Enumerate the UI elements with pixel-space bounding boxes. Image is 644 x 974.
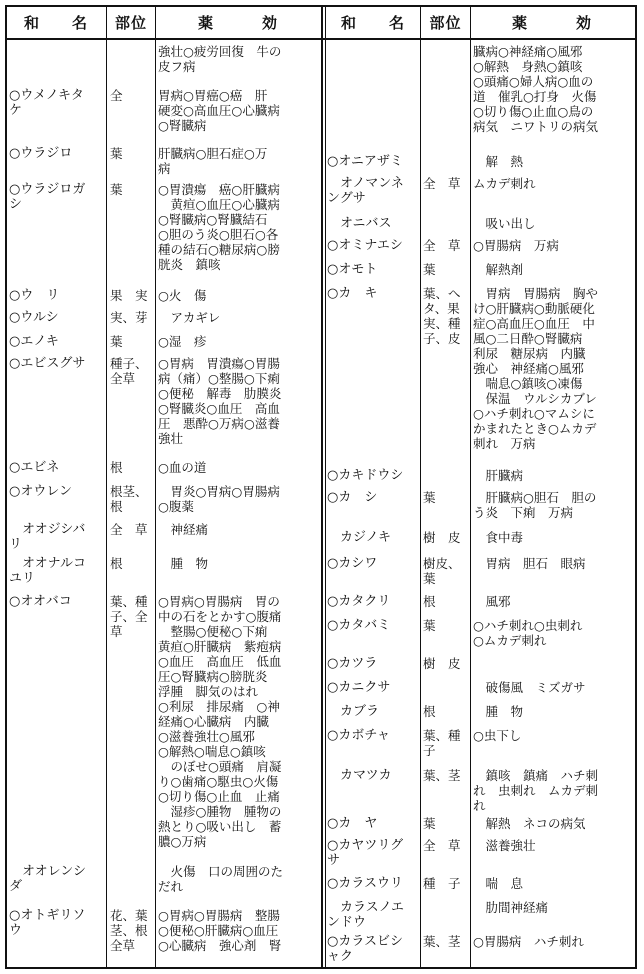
plant-name: ○カラスウリ [327, 876, 403, 891]
plant-name: ○オミナエシ [327, 238, 403, 253]
plant-effect: 胃病 胆石 眼病 [473, 556, 586, 571]
plant-effect: 吸い出し [473, 216, 536, 231]
plant-name: ○カタバミ [327, 618, 391, 633]
center-divider [325, 5, 326, 969]
plant-effect: 肝臓病○胆石 胆の う炎 下痢 万病 [473, 490, 597, 520]
plant-name: オニバス [327, 216, 392, 231]
plant-part: 葉 [110, 146, 123, 161]
plant-effect: 胃病○胃癌○癌 肝 硬変○高血圧○心臓病 ○腎臓病 [158, 88, 280, 133]
plant-effect: 破傷風 ミズガサ [473, 680, 586, 695]
plant-name: ○カヤツリグ サ [327, 838, 404, 868]
plant-effect: ○胃病○胃腸病 胃の 中の石をとかす○腹痛 整腸○便秘○下痢 黄疸○肝臓病 紫疱病 ○血圧 高血圧 低血 圧○腎臓病○膀胱炎 浮腫 脚気のはれ ○利尿 排尿痛 ○神 経痛○心臓病 内臓 ○滋養強壮○風邪 ○解熱○喘息○鎮咳 のぼせ○頭痛 肩凝 り○歯痛○駆虫○火傷 ○切り傷○止血 止痛 湿疹○腫物 腫物の 熱とり○吸い出し 蓄 膿○万病 [158, 594, 282, 849]
plant-effect: 肝臓病 [473, 468, 524, 483]
header-bui-right: 部位 [429, 13, 462, 32]
column-divider [106, 5, 107, 969]
header-bui-left: 部位 [114, 13, 147, 32]
plant-effect: 滋養強壮 [473, 838, 536, 853]
header-wamei-left: 和 名 [23, 13, 88, 32]
plant-part: 葉 [110, 334, 123, 349]
plant-name: ○オニアザミ [327, 154, 403, 169]
plant-name: ○カ ヤ [327, 816, 378, 831]
plant-name: ○ウラジロガ シ [9, 182, 86, 212]
plant-part: 葉、茎 [423, 934, 461, 949]
plant-name: オオレンシ ダ [9, 864, 86, 894]
plant-name: ○カキドウシ [327, 468, 404, 483]
plant-name: オオジシバ リ [9, 522, 86, 552]
plant-effect: 肝臓病○胆石症○万 病 [158, 146, 268, 176]
plant-effect: アカギレ [158, 310, 221, 325]
column-divider [420, 5, 421, 969]
header-wamei-right: 和 名 [340, 13, 405, 32]
plant-name: ○カシワ [327, 556, 378, 571]
plant-name: ○エビネ [9, 460, 60, 475]
plant-effect: ○胃腸病 万病 [473, 238, 559, 253]
plant-part: 葉、茎 [423, 768, 461, 783]
plant-name: ○オウレン [9, 484, 73, 499]
plant-effect: 火傷 口の周囲のた だれ [158, 864, 284, 894]
plant-effect: 腫 物 [473, 704, 524, 719]
plant-name: ○オオバコ [9, 594, 72, 609]
plant-part: 樹 皮 [423, 530, 461, 545]
plant-part: 葉 [423, 490, 436, 505]
plant-name: ○カ シ [327, 490, 378, 505]
plant-effect: ○血の道 [158, 460, 207, 475]
plant-effect: 解熱剤 [473, 262, 524, 277]
plant-part: 葉、種 子、全 草 [110, 594, 148, 639]
plant-effect: 解熱 ネコの病気 [473, 816, 586, 831]
plant-effect: 強壮○疲労回復 牛の 皮フ病 [158, 44, 282, 74]
plant-name: ○ウラジロ [9, 146, 73, 161]
plant-name: ○カタクリ [327, 594, 391, 609]
plant-effect: 食中毒 [473, 530, 524, 545]
plant-part: 根 [110, 460, 123, 475]
plant-name: ○カラスビシ ャク [327, 934, 403, 964]
plant-effect: 鎮咳 鎮痛 ハチ刺 れ 虫刺れ ムカデ刺 れ [473, 768, 599, 813]
plant-part: 葉 [423, 262, 436, 277]
column-divider [155, 5, 156, 969]
plant-effect: 神経痛 [158, 522, 209, 537]
plant-effect: ○胃潰瘍 癌○肝臓病 黄疸○血圧○心臓病 ○腎臓病○腎臓結石 ○胆のう炎○胆石○各 種の結石○糖尿病○膀 胱炎 鎮咳 [158, 182, 280, 272]
plant-part: 葉 [423, 816, 436, 831]
plant-name: ○エノキ [9, 334, 59, 349]
plant-name: ○カツラ [327, 656, 378, 671]
center-divider [321, 5, 323, 969]
plant-name: カマツカ [327, 768, 392, 783]
header-rule [5, 38, 637, 40]
plant-effect: ○ハチ刺れ○虫刺れ ○ムカデ刺れ [473, 618, 583, 648]
plant-effect: 喘 息 [473, 876, 524, 891]
plant-part: 花、葉 茎、根 全草 [110, 908, 148, 953]
plant-part: 全 草 [423, 238, 461, 253]
column-divider [470, 5, 471, 969]
plant-name: ○カボチャ [327, 728, 390, 743]
plant-part: 全 [110, 88, 123, 103]
plant-part: 樹 皮 [423, 656, 461, 671]
plant-effect: ○湿 疹 [158, 334, 207, 349]
plant-effect: 胃炎○胃病○胃腸病 ○腹薬 [158, 484, 280, 514]
plant-name: ○カニクサ [327, 680, 391, 695]
plant-name: ○ウルシ [9, 310, 59, 325]
plant-part: 種子、 全草 [110, 356, 148, 386]
plant-name: オオナルコ ユリ [9, 556, 86, 586]
plant-name: ○ウメノキタ ケ [9, 88, 84, 118]
plant-part: 葉、へ タ、果 実、種 子、皮 [423, 286, 461, 346]
plant-part: 根 [110, 556, 123, 571]
plant-part: 全 草 [423, 176, 461, 191]
plant-effect: 風邪 [473, 594, 511, 609]
plant-part: 葉 [110, 182, 123, 197]
plant-name: ○オトギリソ ウ [9, 908, 86, 938]
plant-part: 実、芽 [110, 310, 148, 325]
plant-part: 全 草 [110, 522, 148, 537]
plant-name: カジノキ [327, 530, 391, 545]
plant-effect: ○胃病 胃潰瘍○胃腸 病（痛）○整腸○下痢 ○便秘 解毒 肋膜炎 ○腎臓炎○血圧 高血 圧 悪酔○万病○滋養 強壮 [158, 356, 282, 446]
plant-effect: ○胃腸病 ハチ刺れ [473, 934, 584, 949]
plant-effect: 臓病○神経痛○風邪 ○解熱 身熱○鎮咳 ○頭痛○婦人病○血の 道 催乳○打身 火傷 ○切り傷○止血○鳥の 病気 ニワトリの病気 [473, 44, 599, 134]
plant-effect: 肋間神経痛 [473, 900, 549, 915]
plant-name: ○カ キ [327, 286, 378, 301]
plant-part: 葉、種 子 [423, 728, 461, 758]
plant-part: 根茎、 根 [110, 484, 148, 514]
plant-name: ○エビスグサ [9, 356, 86, 371]
plant-name: カラスノエ ンドウ [327, 900, 404, 930]
plant-effect: ムカデ刺れ [473, 176, 536, 191]
plant-effect: 腫 物 [158, 556, 209, 571]
plant-effect: ○火 傷 [158, 288, 207, 303]
plant-part: 根 [423, 594, 436, 609]
plant-part: 樹皮、 葉 [423, 556, 461, 586]
plant-effect: 胃病 胃腸病 胸や け○肝臓病○動脈硬化 症○高血圧○血圧 中 風○二日酔○腎臓病 利尿 糖尿病 内臓 強心 神経痛○風邪 喘息○鎮咳○凍傷 保温 ウルシカブレ ○ハチ刺れ○マムシに かまれたとき○ムカデ 刺れ 万病 [473, 286, 599, 451]
plant-effect: ○虫下し [473, 728, 522, 743]
plant-name: カブラ [327, 704, 380, 719]
plant-part: 果 実 [110, 288, 148, 303]
plant-effect: 解 熱 [473, 154, 524, 169]
plant-part: 種 子 [423, 876, 461, 891]
header-yakko-right: 薬 効 [511, 13, 592, 32]
plant-name: ○オモト [327, 262, 378, 277]
plant-name: ○ウ リ [9, 288, 60, 303]
plant-part: 葉 [423, 618, 436, 633]
plant-part: 根 [423, 704, 436, 719]
header-yakko-left: 薬 効 [197, 13, 278, 32]
plant-name: オノマンネ ングサ [327, 176, 404, 206]
plant-part: 全 草 [423, 838, 461, 853]
plant-effect: ○胃病○胃腸病 整腸 ○便秘○肝臓病○血圧 ○心臓病 強心剤 腎 [158, 908, 282, 953]
